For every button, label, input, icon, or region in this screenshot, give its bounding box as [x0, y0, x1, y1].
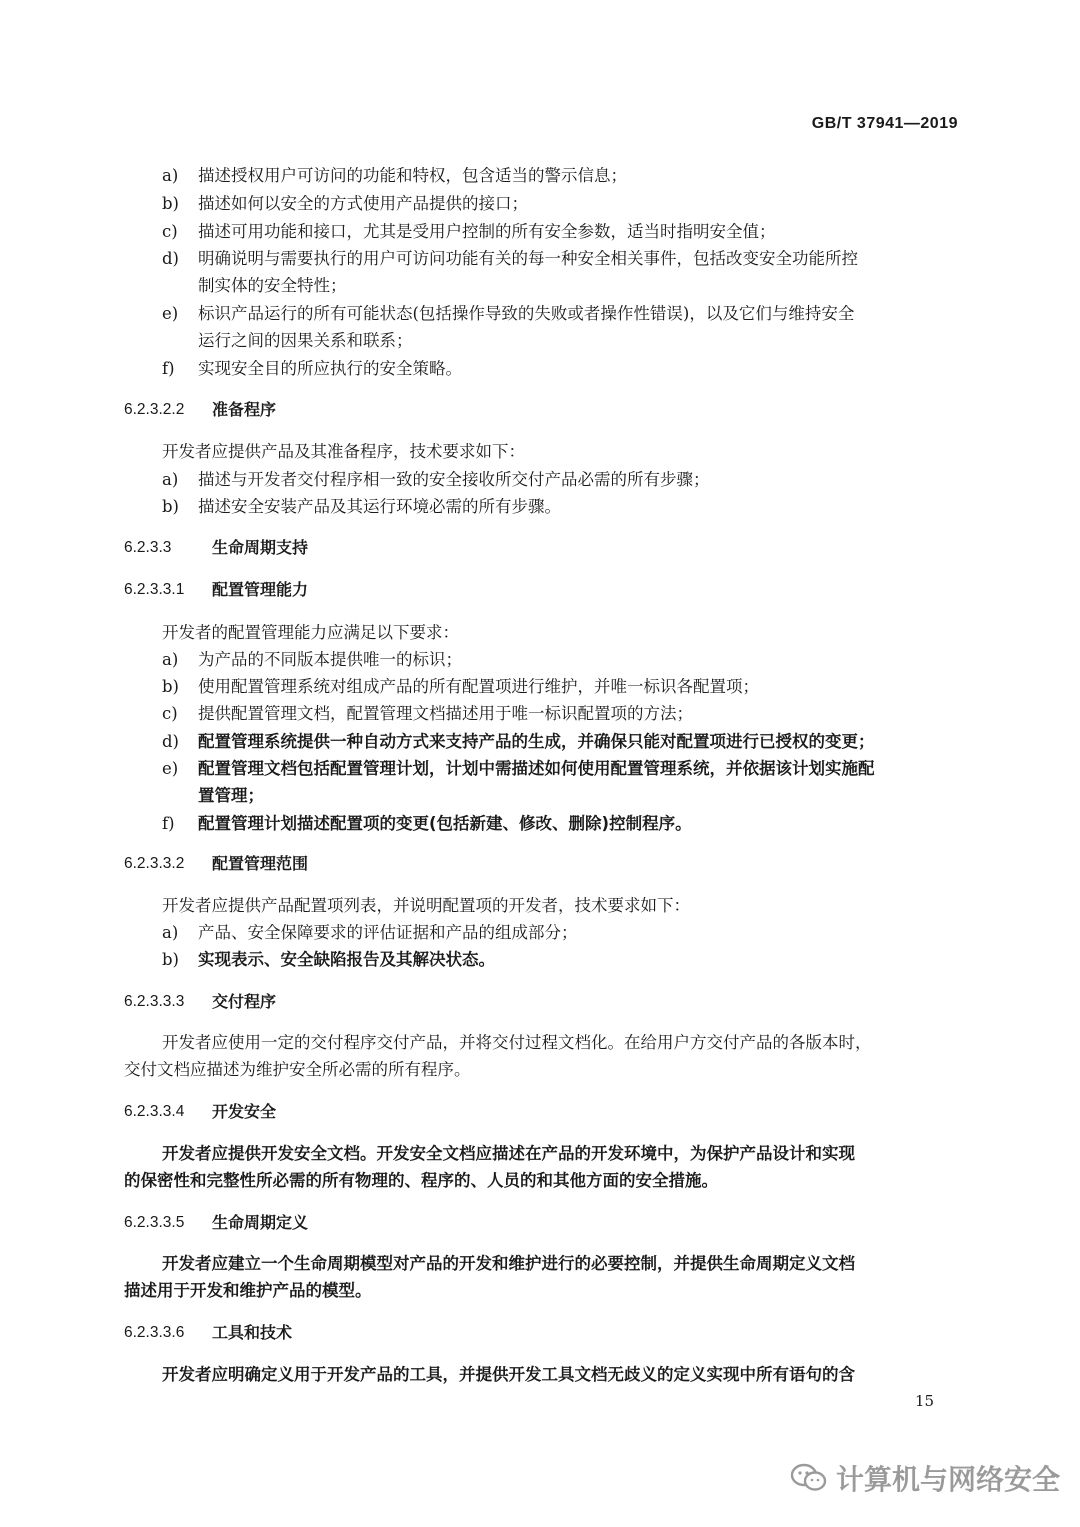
line-text: 配置管理文档包括配置管理计划，计划中需描述如何使用配置管理系统，并依据该计划实施配	[198, 759, 875, 778]
line-text: 的保密性和完整性所必需的所有物理的、程序的、人员的和其他方面的安全措施。	[124, 1171, 718, 1190]
watermark	[790, 1458, 1060, 1498]
line-text: 描述可用功能和接口，尤其是受用户控制的所有安全参数，适当时指明安全值；	[198, 222, 776, 241]
list-item-label: b)	[162, 194, 179, 213]
line-text: 标识产品运行的所有可能状态(包括操作导致的失败或者操作性错误)，以及它们与维持安全	[198, 304, 855, 323]
list-item-label: a)	[162, 166, 179, 185]
line-text: 描述用于开发和维护产品的模型。	[124, 1281, 372, 1300]
line-text: 开发者应建立一个生命周期模型对产品的开发和维护进行的必要控制，并提供生命周期定义文档	[162, 1254, 855, 1273]
line-text: 开发者应提供产品及其准备程序，技术要求如下：	[162, 442, 525, 461]
section-number: 6.2.3.3.6	[124, 1324, 185, 1341]
line-text: 描述授权用户可访问的功能和特权，包含适当的警示信息；	[198, 166, 627, 185]
list-item-label: a)	[162, 923, 179, 942]
line-text: 置管理；	[198, 786, 264, 805]
line-text: 实现安全目的所应执行的安全策略。	[198, 359, 462, 378]
section-title: 配置管理能力	[212, 580, 309, 599]
line-text: 描述如何以安全的方式使用产品提供的接口；	[198, 194, 528, 213]
section-title: 准备程序	[212, 400, 277, 419]
list-item-label: b)	[162, 950, 179, 969]
list-item-label: e)	[162, 759, 179, 778]
section-title: 交付程序	[212, 992, 277, 1011]
line-text: 开发者应明确定义用于开发产品的工具，并提供开发工具文档无歧义的定义实现中所有语句的含	[162, 1365, 855, 1384]
section-title: 生命周期支持	[212, 538, 309, 557]
line-text: 制实体的安全特性；	[198, 276, 347, 295]
line-text: 配置管理系统提供一种自动方式来支持产品的生成，并确保只能对配置项进行已授权的变更；	[198, 732, 875, 751]
section-title: 工具和技术	[212, 1323, 293, 1342]
list-item-label: c)	[162, 704, 178, 723]
section-number: 6.2.3.3.2	[124, 855, 185, 872]
section-number: 6.2.3.2.2	[124, 401, 185, 418]
line-text: 产品、安全保障要求的评估证据和产品的组成部分；	[198, 923, 578, 942]
line-text: 明确说明与需要执行的用户可访问功能有关的每一种安全相关事件，包括改变安全功能所控	[198, 249, 858, 268]
line-text: 开发者的配置管理能力应满足以下要求：	[162, 623, 459, 642]
section-title: 配置管理范围	[212, 854, 309, 873]
section-number: 6.2.3.3.3	[124, 993, 185, 1010]
line-text: 描述安全安装产品及其运行环境必需的所有步骤。	[198, 497, 561, 516]
line-text: 配置管理计划描述配置项的变更(包括新建、修改、删除)控制程序。	[198, 814, 692, 833]
line-text: 使用配置管理系统对组成产品的所有配置项进行维护，并唯一标识各配置项；	[198, 677, 759, 696]
wechat-icon	[790, 1462, 828, 1494]
section-number: 6.2.3.3.4	[124, 1103, 185, 1120]
list-item-label: f)	[162, 814, 175, 833]
line-text: 实现表示、安全缺陷报告及其解决状态。	[198, 950, 495, 969]
section-title: 开发安全	[212, 1102, 277, 1121]
list-item-label: b)	[162, 497, 179, 516]
section-title: 生命周期定义	[212, 1213, 309, 1232]
watermark-text: 计算机与网络安全	[836, 1463, 1061, 1496]
standard-code: GB/T 37941—2019	[811, 115, 958, 132]
section-number: 6.2.3.3	[124, 539, 172, 556]
line-text: 运行之间的因果关系和联系；	[198, 331, 413, 350]
section-number: 6.2.3.3.5	[124, 1214, 185, 1231]
list-item-label: d)	[162, 249, 179, 268]
section-number: 6.2.3.3.1	[124, 581, 185, 598]
page-number: 15	[915, 1392, 935, 1410]
list-item-label: a)	[162, 650, 179, 669]
line-text: 开发者应使用一定的交付程序交付产品，并将交付过程文档化。在给用户方交付产品的各版本时，	[162, 1033, 872, 1052]
line-text: 提供配置管理文档，配置管理文档描述用于唯一标识配置项的方法；	[198, 704, 693, 723]
line-text: 开发者应提供产品配置项列表，并说明配置项的开发者，技术要求如下：	[162, 896, 690, 915]
line-text: 交付文档应描述为维护安全所必需的所有程序。	[124, 1060, 471, 1079]
list-item-label: a)	[162, 470, 179, 489]
list-item-label: e)	[162, 304, 179, 323]
list-item-label: d)	[162, 732, 179, 751]
line-text: 为产品的不同版本提供唯一的标识；	[198, 650, 462, 669]
list-item-label: f)	[162, 359, 175, 378]
list-item-label: c)	[162, 222, 178, 241]
line-text: 描述与开发者交付程序相一致的安全接收所交付产品必需的所有步骤；	[198, 470, 710, 489]
list-item-label: b)	[162, 677, 179, 696]
line-text: 开发者应提供开发安全文档。开发安全文档应描述在产品的开发环境中，为保护产品设计和实现	[162, 1144, 855, 1163]
